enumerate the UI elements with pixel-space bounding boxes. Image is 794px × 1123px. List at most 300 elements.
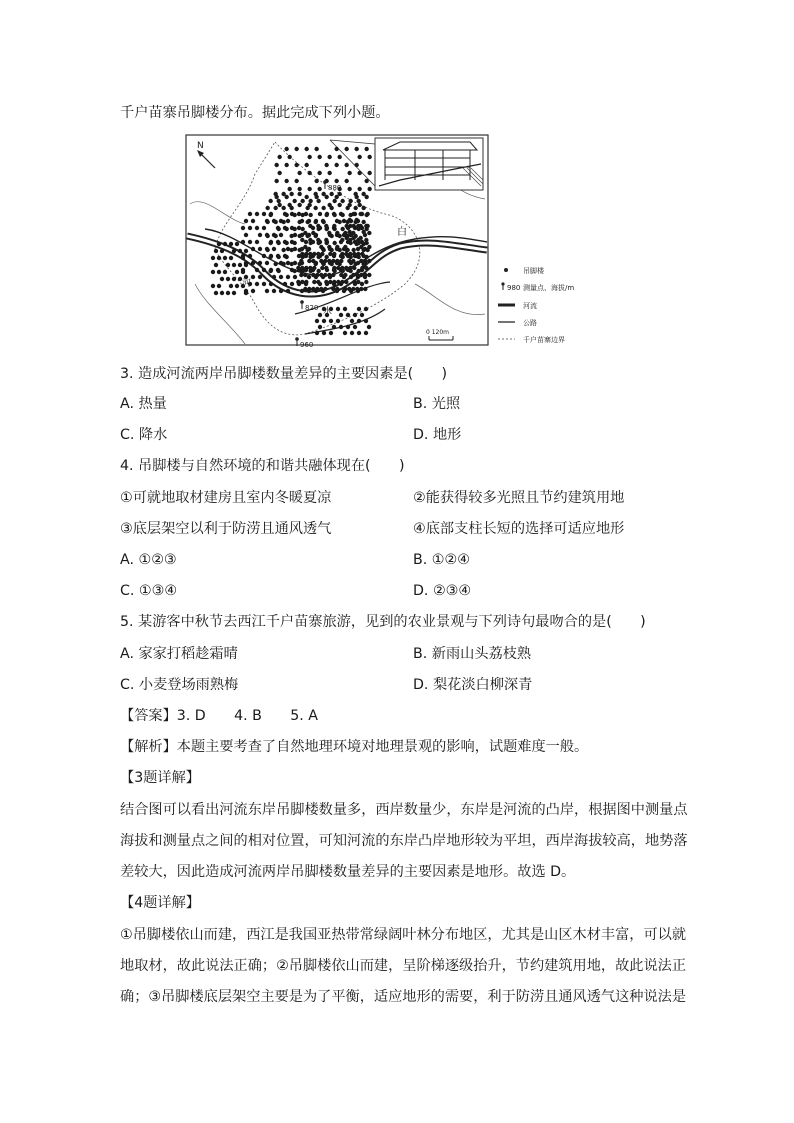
stilt-house-dot	[272, 289, 276, 293]
stilt-house-dot	[314, 147, 318, 151]
stilt-house-dot	[339, 259, 343, 263]
stilt-house-dot	[317, 171, 321, 175]
stilt-house-dot	[340, 252, 344, 256]
stilt-house-dot	[364, 280, 368, 284]
q3-option-b: B. 光照	[413, 396, 461, 412]
stilt-house-dot	[286, 275, 290, 279]
stilt-house-dot	[324, 238, 328, 242]
stilt-house-dot	[328, 252, 332, 256]
stilt-house-dot	[300, 199, 304, 203]
stilt-house-dot	[307, 287, 311, 291]
stilt-house-dot	[300, 219, 304, 223]
stilt-house-dot	[357, 319, 361, 323]
stilt-house-dot	[364, 319, 368, 323]
stilt-house-dot	[284, 147, 288, 151]
stilt-house-dot	[265, 289, 269, 293]
stilt-house-dot	[251, 289, 255, 293]
stilt-house-dot	[358, 224, 362, 228]
q4-option-c: C. ①③④	[120, 583, 178, 599]
stilt-house-dot	[284, 179, 288, 183]
stilt-house-dot	[262, 226, 266, 230]
river-label: 白	[397, 227, 407, 238]
stilt-house-dot	[359, 273, 363, 277]
stilt-house-dot	[276, 254, 280, 258]
stilt-house-dot	[337, 155, 341, 159]
stilt-house-dot	[316, 238, 320, 242]
stilt-house-dot	[223, 242, 227, 246]
stilt-house-dot	[348, 266, 352, 270]
stilt-house-dot	[300, 266, 304, 270]
stilt-house-dot	[334, 179, 338, 183]
stilt-house-dot	[308, 266, 312, 270]
stilt-house-dot	[272, 247, 276, 251]
stilt-house-dot	[281, 248, 285, 252]
stilt-house-dot	[272, 233, 276, 237]
q4-option-a: A. ①②③	[120, 552, 177, 568]
stilt-house-dot	[357, 307, 361, 311]
stilt-house-dot	[361, 230, 365, 234]
stilt-house-dot	[262, 282, 266, 286]
stilt-house-dot	[347, 187, 351, 191]
stilt-house-dot	[335, 231, 339, 235]
detail-3-text: 差较大，因此造成河流两岸吊脚楼数量差异的主要因素是地形。故选 D。	[120, 864, 576, 880]
stilt-house-dot	[343, 273, 347, 277]
stilt-house-dot	[344, 252, 348, 256]
stilt-house-dot	[332, 212, 336, 216]
stilt-house-dot	[258, 261, 262, 265]
svg-text:820: 820	[305, 304, 319, 312]
answer-line: 【答案】3. D 4. B 5. A	[120, 708, 319, 724]
stilt-house-dot	[351, 224, 355, 228]
stilt-house-dot	[251, 275, 255, 279]
stilt-house-dot	[296, 266, 300, 270]
stilt-house-dot	[220, 249, 224, 253]
stilt-house-dot	[367, 155, 371, 159]
stilt-house-dot	[363, 259, 367, 263]
stilt-house-dot	[229, 256, 233, 260]
svg-text:测量点、海拔/m: 测量点、海拔/m	[523, 284, 575, 292]
stilt-house-dot	[343, 287, 347, 291]
stilt-house-dot	[274, 179, 278, 183]
detail-3-title: 【3题详解】	[120, 770, 200, 786]
q4-statement-1: ①可就地取材建房且室内冬暖夏凉	[120, 490, 332, 506]
stilt-house-dot	[347, 218, 351, 222]
stilt-house-dot	[232, 277, 236, 281]
stilt-house-dot	[351, 273, 355, 277]
stilt-house-dot	[304, 195, 308, 199]
stilt-house-dot	[335, 259, 339, 263]
stilt-house-dot	[324, 266, 328, 270]
stilt-house-dot	[244, 263, 248, 267]
stilt-house-dot	[361, 192, 365, 196]
stilt-house-dot	[299, 273, 303, 277]
stilt-house-dot	[307, 155, 311, 159]
stilt-house-dot	[340, 199, 344, 203]
stilt-house-dot	[336, 266, 340, 270]
stilt-house-dot	[334, 163, 338, 167]
stilt-house-dot	[214, 249, 218, 253]
stilt-house-dot	[346, 313, 350, 317]
stilt-house-dot	[308, 238, 312, 242]
stilt-house-dot	[304, 147, 308, 151]
stilt-house-dot	[317, 155, 321, 159]
stilt-house-dot	[283, 282, 287, 286]
stilt-house-dot	[279, 233, 283, 237]
stilt-house-dot	[223, 256, 227, 260]
stilt-house-dot	[352, 252, 356, 256]
stilt-house-dot	[318, 313, 322, 317]
stilt-house-dot	[279, 289, 283, 293]
stilt-house-dot	[329, 331, 333, 335]
stilt-house-dot	[345, 206, 349, 210]
stilt-house-dot	[229, 284, 233, 288]
stilt-house-dot	[251, 247, 255, 251]
stilt-house-dot	[304, 266, 308, 270]
stilt-house-dot	[235, 284, 239, 288]
stilt-house-dot	[364, 331, 368, 335]
stilt-house-dot	[344, 163, 348, 167]
stilt-house-dot	[300, 238, 304, 242]
stilt-house-dot	[269, 240, 273, 244]
stilt-house-dot	[347, 230, 351, 234]
stilt-house-dot	[364, 238, 368, 242]
stilt-house-dot	[312, 252, 316, 256]
stilt-house-dot	[346, 325, 350, 329]
stilt-house-dot	[336, 319, 340, 323]
stilt-house-dot	[328, 280, 332, 284]
stilt-house-dot	[312, 280, 316, 284]
stilt-house-dot	[332, 266, 336, 270]
stilt-house-dot	[255, 226, 259, 230]
stilt-house-dot	[331, 273, 335, 277]
stilt-house-dot	[268, 199, 272, 203]
stilt-house-dot	[262, 268, 266, 272]
stilt-house-dot	[217, 256, 221, 260]
stilt-house-dot	[360, 313, 364, 317]
stilt-house-dot	[356, 199, 360, 203]
stilt-house-dot	[297, 171, 301, 175]
q4-statement-4: ④底部支柱长短的选择可适应地形	[413, 521, 625, 537]
stilt-house-dot	[283, 254, 287, 258]
village-map-figure	[185, 134, 625, 356]
stilt-house-dot	[318, 212, 322, 216]
stilt-house-dot	[367, 273, 371, 277]
q3-option-c: C. 降水	[120, 427, 168, 443]
stilt-house-dot	[262, 212, 266, 216]
stilt-house-dot	[363, 273, 367, 277]
stilt-house-dot	[332, 252, 336, 256]
stilt-house-dot	[319, 287, 323, 291]
stilt-house-dot	[316, 269, 320, 273]
q3-option-d: D. 地形	[413, 427, 462, 443]
stilt-house-dot	[344, 236, 348, 240]
stilt-house-dot	[277, 203, 281, 207]
stilt-house-dot	[351, 212, 355, 216]
stilt-house-dot	[307, 187, 311, 191]
stilt-house-dot	[324, 224, 328, 228]
stilt-house-dot	[363, 287, 367, 291]
stilt-house-dot	[355, 287, 359, 291]
stilt-house-dot	[241, 226, 245, 230]
stilt-house-dot	[286, 289, 290, 293]
stilt-house-dot	[339, 212, 343, 216]
stilt-house-dot	[344, 179, 348, 183]
stilt-house-dot	[269, 268, 273, 272]
stilt-house-dot	[324, 255, 328, 259]
stilt-house-dot	[277, 155, 281, 159]
stilt-house-dot	[286, 261, 290, 265]
stilt-house-dot	[290, 240, 294, 244]
stilt-house-dot	[329, 319, 333, 323]
stilt-house-dot	[360, 252, 364, 256]
stilt-house-dot	[211, 270, 215, 274]
stilt-house-dot	[351, 248, 355, 252]
stilt-house-dot	[269, 212, 273, 216]
stilt-house-dot	[269, 282, 273, 286]
stilt-house-dot	[343, 231, 347, 235]
stilt-house-dot	[334, 147, 338, 151]
stilt-house-dot	[290, 226, 294, 230]
stilt-house-dot	[325, 212, 329, 216]
svg-text:公路: 公路	[523, 319, 537, 327]
stilt-house-dot	[340, 280, 344, 284]
stilt-house-dot	[281, 192, 285, 196]
stilt-house-dot	[320, 252, 324, 256]
stilt-house-dot	[354, 163, 358, 167]
stilt-house-dot	[322, 331, 326, 335]
stilt-house-dot	[307, 219, 311, 223]
stilt-house-dot	[317, 187, 321, 191]
stilt-house-dot	[327, 171, 331, 175]
stilt-house-dot	[314, 179, 318, 183]
stilt-house-dot	[321, 206, 325, 210]
stilt-house-dot	[258, 247, 262, 251]
stilt-house-dot	[300, 252, 304, 256]
stilt-house-dot	[279, 261, 283, 265]
stilt-house-dot	[339, 273, 343, 277]
stilt-house-dot	[308, 252, 312, 256]
stilt-house-dot	[312, 266, 316, 270]
stilt-house-dot	[337, 192, 341, 196]
stilt-house-dot	[304, 280, 308, 284]
stilt-house-inset	[375, 138, 483, 190]
stilt-house-dot	[241, 240, 245, 244]
stilt-house-dot	[307, 171, 311, 175]
stilt-house-dot	[332, 224, 336, 228]
stilt-house-dot	[248, 240, 252, 244]
stilt-house-dot	[337, 203, 341, 207]
stilt-house-dot	[303, 287, 307, 291]
stilt-house-dot	[327, 273, 331, 277]
svg-text:960: 960	[300, 341, 314, 349]
stilt-house-dot	[320, 266, 324, 270]
stilt-house-dot	[283, 226, 287, 230]
stilt-house-dot	[347, 259, 351, 263]
stilt-house-dot	[293, 261, 297, 265]
stilt-house-dot	[331, 259, 335, 263]
stilt-house-dot	[297, 187, 301, 191]
stilt-house-dot	[311, 259, 315, 263]
stilt-house-dot	[361, 206, 365, 210]
stilt-house-dot	[297, 226, 301, 230]
question-3-stem: 3. 造成河流两岸吊脚楼数量差异的主要因素是( )	[120, 366, 448, 382]
stilt-house-dot	[323, 273, 327, 277]
stilt-house-dot	[315, 319, 319, 323]
stilt-house-dot	[293, 233, 297, 237]
stilt-house-dot	[281, 206, 285, 210]
stilt-house-dot	[308, 199, 312, 203]
detail-3-text: 海拔和测量点之间的相对位置，可知河流的东岸凸岸地形较为平坦，西岸海拔较高，地势落	[120, 833, 688, 849]
stilt-house-dot	[297, 192, 301, 196]
stilt-house-dot	[361, 242, 365, 246]
stilt-house-dot	[357, 187, 361, 191]
stilt-house-dot	[303, 231, 307, 235]
q4-statement-3: ③底层架空以利于防涝且通风透气	[120, 521, 332, 537]
stilt-house-dot	[297, 212, 301, 216]
stilt-house-dot	[241, 256, 245, 260]
detail-4-title: 【4题详解】	[120, 895, 200, 911]
detail-4-text: ①吊脚楼依山而建，西江是我国亚热带常绿阔叶林分布地区，尤其是山区木材丰富，可以就	[120, 927, 687, 943]
stilt-house-dot	[339, 325, 343, 329]
stilt-house-dot	[314, 219, 318, 223]
stilt-house-dot	[255, 240, 259, 244]
stilt-house-dot	[357, 171, 361, 175]
stilt-house-dot	[276, 268, 280, 272]
stilt-house-dot	[351, 236, 355, 240]
stilt-house-dot	[365, 224, 369, 228]
stilt-house-dot	[276, 199, 280, 203]
stilt-house-dot	[324, 163, 328, 167]
stilt-house-dot	[313, 206, 317, 210]
stilt-house-dot	[357, 331, 361, 335]
stilt-house-dot	[327, 155, 331, 159]
stilt-house-dot	[223, 270, 227, 274]
stilt-house-dot	[258, 275, 262, 279]
stilt-house-dot	[293, 275, 297, 279]
stilt-house-dot	[214, 263, 218, 267]
stilt-house-dot	[365, 248, 369, 252]
stilt-house-dot	[324, 280, 328, 284]
stilt-house-dot	[364, 147, 368, 151]
stilt-house-dot	[255, 282, 259, 286]
stilt-house-dot	[350, 331, 354, 335]
stilt-house-dot	[265, 247, 269, 251]
stilt-house-dot	[319, 273, 323, 277]
stilt-house-dot	[323, 259, 327, 263]
stilt-house-dot	[241, 270, 245, 274]
stilt-house-dot	[294, 147, 298, 151]
stilt-house-dot	[327, 231, 331, 235]
stilt-house-dot	[367, 187, 371, 191]
stilt-house-dot	[232, 249, 236, 253]
stilt-house-dot	[340, 227, 344, 231]
stilt-house-dot	[344, 248, 348, 252]
stilt-house-dot	[329, 206, 333, 210]
stilt-house-dot	[251, 219, 255, 223]
stilt-house-dot	[352, 280, 356, 284]
stilt-house-dot	[355, 273, 359, 277]
stilt-house-dot	[265, 219, 269, 223]
stilt-house-dot	[319, 245, 323, 249]
stilt-house-dot	[304, 212, 308, 216]
stilt-house-dot	[357, 203, 361, 207]
stilt-house-dot	[315, 287, 319, 291]
stilt-house-dot	[316, 199, 320, 203]
stilt-house-dot	[307, 259, 311, 263]
detail-4-text: 地取材，故此说法正确；②吊脚楼依山而建，呈阶梯逐级抬升，节约建筑用地，故此说法正	[120, 958, 687, 974]
stilt-house-dot	[226, 277, 230, 281]
stilt-house-dot	[315, 331, 319, 335]
stilt-house-dot	[361, 220, 365, 224]
stilt-house-dot	[342, 219, 346, 223]
stilt-house-dot	[273, 206, 277, 210]
stilt-house-dot	[335, 245, 339, 249]
stilt-house-dot	[211, 256, 215, 260]
stilt-house-dot	[335, 219, 339, 223]
stilt-house-dot	[344, 224, 348, 228]
stilt-house-dot	[296, 280, 300, 284]
stilt-house-dot	[350, 319, 354, 323]
river-label: 水	[323, 307, 333, 317]
stilt-house-dot	[287, 155, 291, 159]
stilt-house-dot	[299, 259, 303, 263]
stilt-house-dot	[248, 254, 252, 258]
stilt-house-dot	[279, 275, 283, 279]
stilt-house-dot	[367, 171, 371, 175]
svg-text:0 120m: 0 120m	[426, 329, 450, 336]
stilt-house-dot	[353, 206, 357, 210]
q4-option-b: B. ①②④	[413, 552, 470, 568]
stilt-house-dot	[248, 226, 252, 230]
svg-text:880: 880	[328, 184, 342, 192]
stilt-house-dot	[323, 287, 327, 291]
stilt-house-dot	[319, 259, 323, 263]
stilt-house-dot	[353, 192, 357, 196]
stilt-house-dot	[354, 218, 358, 222]
stilt-house-dot	[229, 242, 233, 246]
stilt-house-dot	[238, 263, 242, 267]
stilt-house-dot	[332, 241, 336, 245]
stilt-house-dot	[321, 192, 325, 196]
stilt-house-dot	[321, 219, 325, 223]
stilt-house-dot	[293, 247, 297, 251]
stilt-house-dot	[352, 266, 356, 270]
stilt-house-dot	[358, 212, 362, 216]
stilt-house-dot	[290, 268, 294, 272]
stilt-house-dot	[303, 273, 307, 277]
stilt-house-dot	[311, 273, 315, 277]
stilt-house-dot	[274, 163, 278, 167]
stilt-house-dot	[283, 240, 287, 244]
stilt-house-dot	[353, 325, 357, 329]
stilt-house-dot	[329, 192, 333, 196]
stilt-house-dot	[351, 287, 355, 291]
stilt-house-dot	[235, 242, 239, 246]
stilt-house-dot	[344, 266, 348, 270]
stilt-house-dot	[279, 219, 283, 223]
stilt-house-dot	[244, 291, 248, 295]
q5-option-b: B. 新雨山头荔枝熟	[413, 646, 532, 662]
stilt-house-dot	[292, 199, 296, 203]
question-4-stem: 4. 吊脚楼与自然环境的和谐共融体现在( )	[120, 458, 405, 474]
svg-text:吊脚楼: 吊脚楼	[523, 267, 544, 275]
stilt-house-dot	[258, 233, 262, 237]
stilt-house-dot	[358, 236, 362, 240]
stilt-house-dot	[331, 287, 335, 291]
stilt-house-dot	[340, 238, 344, 242]
stilt-house-dot	[311, 287, 315, 291]
intro-text: 千户苗寨吊脚楼分布。据此完成下列小题。	[120, 105, 390, 121]
